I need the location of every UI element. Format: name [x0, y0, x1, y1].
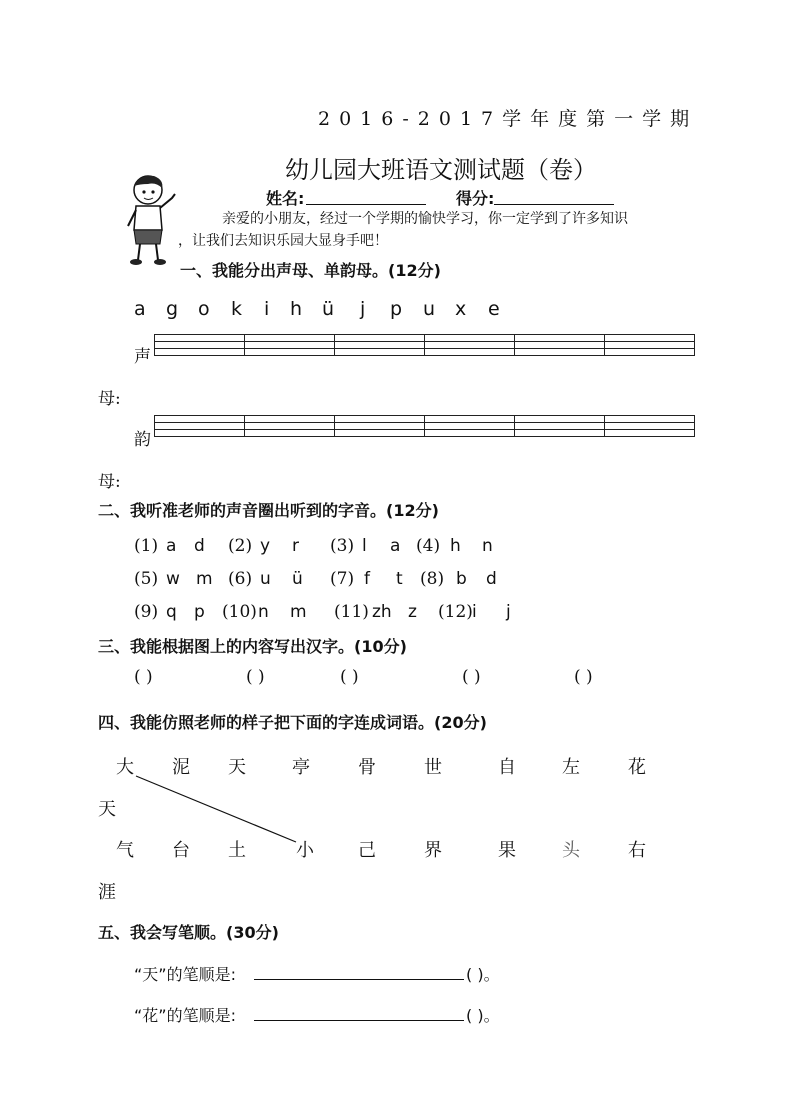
item-number: (2) — [228, 536, 253, 556]
option[interactable]: t — [396, 569, 403, 589]
character[interactable]: 天 — [228, 757, 246, 778]
letter: ü — [322, 298, 335, 320]
letter: e — [488, 298, 500, 320]
character[interactable]: 大 — [116, 757, 134, 778]
option[interactable]: q — [166, 602, 177, 622]
letter: x — [455, 298, 467, 320]
option[interactable]: ü — [292, 569, 303, 589]
character[interactable]: 自 — [498, 757, 516, 778]
option[interactable]: w — [166, 569, 180, 589]
stroke-order-question-1: “天”的笔顺是: — [134, 965, 236, 984]
character[interactable]: 台 — [172, 840, 190, 861]
character[interactable]: 头 — [562, 840, 580, 861]
page-title: 幼儿园大班语文测试题（卷） — [285, 156, 597, 184]
letter: k — [231, 298, 243, 320]
stroke-count-blank-1[interactable]: ( )。 — [466, 965, 500, 984]
stroke-order-question-2: “花”的笔顺是: — [134, 1006, 236, 1025]
item-number: (12) — [438, 602, 473, 622]
letter: p — [390, 298, 403, 320]
option[interactable]: p — [194, 602, 205, 622]
answer-blank-3[interactable]: ( ) — [340, 667, 359, 687]
option[interactable]: m — [196, 569, 213, 589]
option[interactable]: h — [450, 536, 461, 556]
character[interactable]: 右 — [628, 840, 646, 861]
section-3-title: 三、我能根据图上的内容写出汉字。(10分) — [98, 637, 407, 656]
option[interactable]: z — [408, 602, 417, 622]
answer-blank-2[interactable]: ( ) — [246, 667, 265, 687]
option[interactable]: j — [506, 602, 511, 622]
option[interactable]: d — [194, 536, 205, 556]
section-4-title: 四、我能仿照老师的样子把下面的字连成词语。(20分) — [98, 713, 487, 732]
name-label: 姓名: — [266, 189, 305, 208]
character[interactable]: 世 — [424, 757, 442, 778]
bottom-row-trailing-character[interactable]: 涯 — [98, 882, 116, 903]
item-number: (5) — [134, 569, 159, 589]
character[interactable]: 骨 — [358, 757, 376, 778]
character[interactable]: 左 — [562, 757, 580, 778]
option[interactable]: d — [486, 569, 497, 589]
initials-label-suffix: 母: — [98, 389, 121, 409]
character[interactable]: 泥 — [172, 757, 190, 778]
option[interactable]: zh — [372, 602, 392, 622]
intro-line-1: 亲爱的小朋友，经过一个学期的愉快学习，你一定学到了许多知识 — [222, 211, 628, 227]
item-number: (11) — [334, 602, 369, 622]
character[interactable]: 亭 — [292, 757, 310, 778]
option[interactable]: r — [292, 536, 299, 556]
letter: o — [198, 298, 210, 320]
letter: h — [290, 298, 303, 320]
option[interactable]: y — [260, 536, 271, 556]
finals-label: 韵 — [134, 430, 151, 450]
option[interactable]: n — [482, 536, 493, 556]
option[interactable]: u — [260, 569, 271, 589]
character[interactable]: 己 — [358, 840, 376, 861]
initials-label: 声 — [134, 347, 151, 367]
option[interactable]: i — [472, 602, 477, 622]
item-number: (7) — [330, 569, 355, 589]
letter: g — [166, 298, 179, 320]
option[interactable]: l — [362, 536, 367, 556]
intro-line-2: ，让我们去知识乐园大显身手吧！ — [178, 233, 388, 249]
section-5-title: 五、我会写笔顺。(30分) — [98, 923, 279, 942]
answer-blank-1[interactable]: ( ) — [134, 667, 153, 687]
letter: j — [360, 298, 366, 320]
item-number: (6) — [228, 569, 253, 589]
option[interactable]: b — [456, 569, 467, 589]
score-label: 得分: — [456, 189, 495, 208]
item-number: (4) — [416, 536, 441, 556]
item-number: (10) — [222, 602, 257, 622]
character[interactable]: 花 — [628, 757, 646, 778]
character[interactable]: 果 — [498, 840, 516, 861]
item-number: (3) — [330, 536, 355, 556]
section-2-title: 二、我听准老师的声音圈出听到的字音。(12分) — [98, 501, 439, 520]
stroke-order-answer-2[interactable] — [254, 1020, 464, 1021]
character[interactable]: 界 — [424, 840, 442, 861]
stroke-count-blank-2[interactable]: ( )。 — [466, 1006, 500, 1025]
answer-blank-5[interactable]: ( ) — [574, 667, 593, 687]
option[interactable]: n — [258, 602, 269, 622]
option[interactable]: f — [364, 569, 370, 589]
character[interactable]: 小 — [296, 840, 314, 861]
option[interactable]: a — [390, 536, 401, 556]
letter: u — [423, 298, 436, 320]
letter: i — [264, 298, 270, 320]
option[interactable]: m — [290, 602, 307, 622]
item-number: (1) — [134, 536, 159, 556]
character[interactable]: 气 — [116, 840, 134, 861]
school-year: 2016-2017学年度第一学期 — [318, 108, 699, 130]
section-1-title: 一、我能分出声母、单韵母。(12分) — [180, 261, 441, 280]
option[interactable]: a — [166, 536, 177, 556]
letter: a — [134, 298, 146, 320]
finals-label-suffix: 母: — [98, 472, 121, 492]
character[interactable]: 土 — [228, 840, 246, 861]
answer-blank-4[interactable]: ( ) — [462, 667, 481, 687]
item-number: (9) — [134, 602, 159, 622]
item-number: (8) — [420, 569, 445, 589]
stroke-order-answer-1[interactable] — [254, 979, 464, 980]
top-row-trailing-character[interactable]: 天 — [98, 799, 116, 820]
